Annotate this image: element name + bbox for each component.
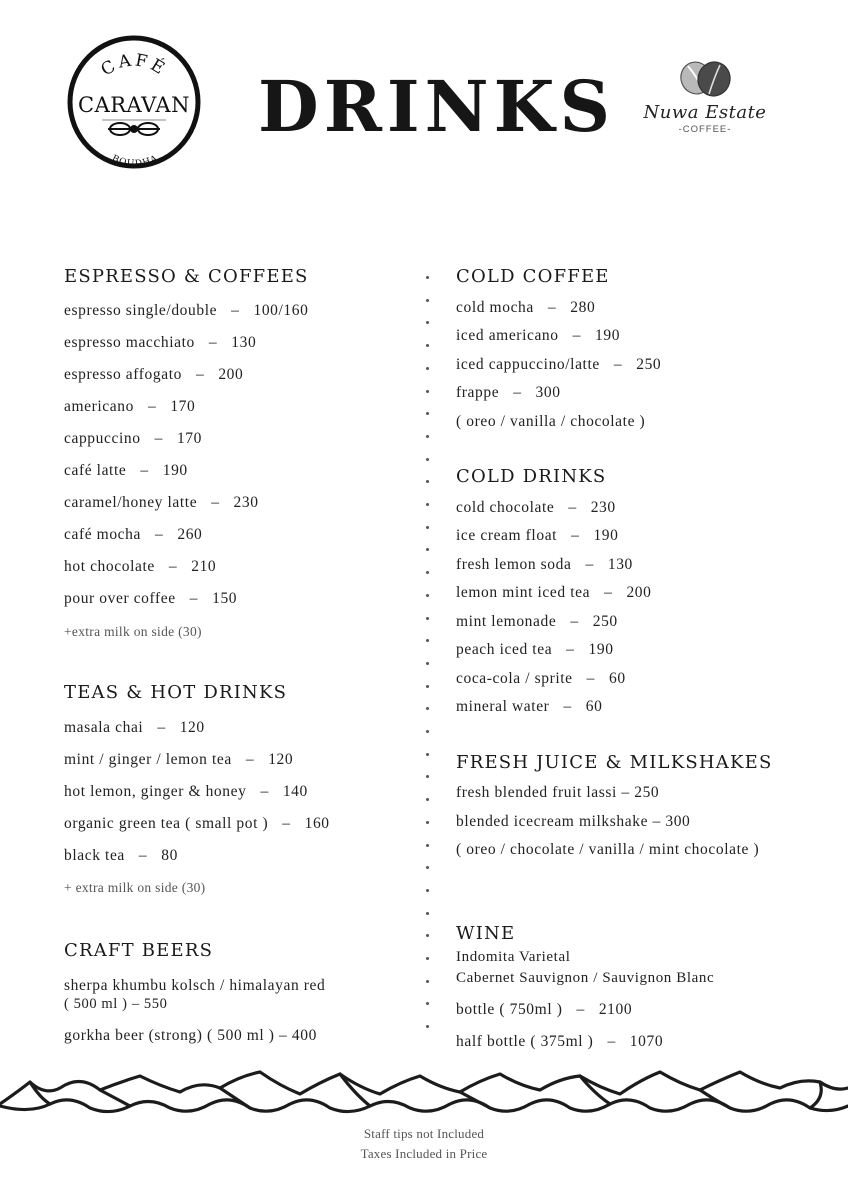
menu-item: mineral water – 60 bbox=[456, 698, 603, 715]
divider-dot bbox=[426, 730, 429, 733]
svg-text:CAFÉ: CAFÉ bbox=[97, 50, 171, 81]
menu-item: bottle ( 750ml ) – 2100 bbox=[456, 1001, 633, 1018]
divider-dot bbox=[426, 548, 429, 551]
menu-item: lemon mint iced tea – 200 bbox=[456, 584, 652, 601]
section-teas-hot-drinks bbox=[64, 680, 409, 895]
nuwa-estate-logo bbox=[640, 60, 770, 160]
divider-dot bbox=[426, 503, 429, 506]
divider-dot bbox=[426, 480, 429, 483]
divider-dot bbox=[426, 435, 429, 438]
menu-item: americano – 170 bbox=[64, 398, 196, 415]
menu-item: gorkha beer (strong) ( 500 ml ) – 400 bbox=[64, 1027, 317, 1044]
page-title: DRINKS bbox=[258, 65, 615, 148]
divider-dot bbox=[426, 639, 429, 642]
wine-subtitle: Cabernet Sauvignon / Sauvignon Blanc bbox=[456, 970, 715, 986]
divider-dot bbox=[426, 912, 429, 915]
menu-item: café latte – 190 bbox=[64, 462, 188, 479]
menu-item: peach iced tea – 190 bbox=[456, 641, 614, 658]
divider-dot bbox=[426, 344, 429, 347]
divider-dot bbox=[426, 1025, 429, 1028]
footer-tips-note: Staff tips not Included bbox=[363, 1126, 485, 1141]
cafe-caravan-logo-icon bbox=[64, 32, 204, 172]
divider-dot bbox=[426, 844, 429, 847]
column-divider-dots bbox=[426, 276, 430, 1036]
menu-item: iced cappuccino/latte – 250 bbox=[456, 356, 662, 373]
menu-item: masala chai – 120 bbox=[64, 719, 205, 736]
menu-item: hot lemon, ginger & honey – 140 bbox=[64, 783, 308, 800]
wine-subtitle: Indomita Varietal bbox=[456, 949, 571, 965]
menu-item: hot chocolate – 210 bbox=[64, 558, 217, 575]
divider-dot bbox=[426, 1002, 429, 1005]
menu-note: + extra milk on side (30) bbox=[64, 880, 206, 895]
divider-dot bbox=[426, 753, 429, 756]
menu-item: espresso macchiato – 130 bbox=[64, 334, 257, 351]
section-title: CRAFT BEERS bbox=[64, 940, 214, 961]
section-espresso-coffees bbox=[64, 264, 409, 639]
divider-dot bbox=[426, 617, 429, 620]
footer-tax-note: Taxes Included in Price bbox=[360, 1146, 488, 1161]
menu-item: sherpa khumbu kolsch / himalayan red bbox=[64, 977, 326, 994]
logo-main-text: CARAVAN bbox=[78, 93, 190, 117]
divider-dot bbox=[426, 526, 429, 529]
divider-dot bbox=[426, 390, 429, 393]
menu-note: +extra milk on side (30) bbox=[64, 624, 202, 639]
section-title: ESPRESSO & COFFEES bbox=[64, 266, 309, 287]
divider-dot bbox=[426, 458, 429, 461]
brand-name: Nuwa Estate bbox=[643, 102, 767, 123]
section-title: COLD COFFEE bbox=[456, 266, 610, 287]
section-fresh-juice-milkshakes bbox=[456, 750, 836, 858]
brand-subtitle: -COFFEE- bbox=[678, 124, 732, 135]
divider-dot bbox=[426, 299, 429, 302]
menu-item: cold chocolate – 230 bbox=[456, 499, 616, 516]
menu-item: fresh lemon soda – 130 bbox=[456, 556, 633, 573]
section-title: WINE bbox=[456, 923, 516, 944]
menu-note: ( oreo / chocolate / vanilla / mint chocolate ) bbox=[456, 841, 760, 858]
menu-item-price: ( 500 ml ) – 550 bbox=[64, 996, 168, 1012]
divider-dot bbox=[426, 685, 429, 688]
divider-dot bbox=[426, 367, 429, 370]
menu-item: café mocha – 260 bbox=[64, 526, 203, 543]
menu-item: organic green tea ( small pot ) – 160 bbox=[64, 815, 330, 832]
menu-item: black tea – 80 bbox=[64, 847, 178, 864]
section-wine bbox=[456, 921, 836, 1050]
divider-dot bbox=[426, 957, 429, 960]
section-craft-beers bbox=[64, 938, 409, 1044]
cafe-caravan-logo bbox=[64, 32, 204, 172]
menu-note: ( oreo / vanilla / chocolate ) bbox=[456, 413, 646, 430]
divider-dot bbox=[426, 798, 429, 801]
divider-dot bbox=[426, 321, 429, 324]
mountain-border-decoration bbox=[0, 1068, 848, 1128]
menu-item: blended icecream milkshake – 300 bbox=[456, 813, 691, 830]
divider-dot bbox=[426, 707, 429, 710]
divider-dot bbox=[426, 866, 429, 869]
section-cold-drinks bbox=[456, 464, 836, 715]
menu-item: iced americano – 190 bbox=[456, 327, 621, 344]
coffee-beans-icon bbox=[674, 60, 736, 98]
divider-dot bbox=[426, 889, 429, 892]
divider-dot bbox=[426, 571, 429, 574]
menu-item: mint / ginger / lemon tea – 120 bbox=[64, 751, 294, 768]
menu-item: cappuccino – 170 bbox=[64, 430, 202, 447]
menu-item: mint lemonade – 250 bbox=[456, 613, 618, 630]
divider-dot bbox=[426, 662, 429, 665]
divider-dot bbox=[426, 934, 429, 937]
divider-dot bbox=[426, 821, 429, 824]
menu-item: espresso single/double – 100/160 bbox=[64, 302, 309, 319]
menu-item: pour over coffee – 150 bbox=[64, 590, 238, 607]
menu-item: espresso affogato – 200 bbox=[64, 366, 244, 383]
menu-item: half bottle ( 375ml ) – 1070 bbox=[456, 1033, 664, 1050]
mountains-icon bbox=[0, 1068, 848, 1128]
section-title: FRESH JUICE & MILKSHAKES bbox=[456, 752, 773, 773]
menu-item: frappe – 300 bbox=[456, 384, 561, 401]
section-cold-coffee bbox=[456, 264, 836, 430]
divider-dot bbox=[426, 775, 429, 778]
divider-dot bbox=[426, 412, 429, 415]
menu-item: fresh blended fruit lassi – 250 bbox=[456, 784, 660, 801]
menu-item: caramel/honey latte – 230 bbox=[64, 494, 259, 511]
menu-item: cold mocha – 280 bbox=[456, 299, 596, 316]
section-title: TEAS & HOT DRINKS bbox=[64, 682, 288, 703]
divider-dot bbox=[426, 594, 429, 597]
divider-dot bbox=[426, 980, 429, 983]
svg-text:BOUDHA: BOUDHA bbox=[110, 153, 160, 170]
menu-item: ice cream float – 190 bbox=[456, 527, 619, 544]
section-title: COLD DRINKS bbox=[456, 466, 607, 487]
footer-notes bbox=[0, 1124, 848, 1164]
divider-dot bbox=[426, 276, 429, 279]
menu-item: coca-cola / sprite – 60 bbox=[456, 670, 626, 687]
